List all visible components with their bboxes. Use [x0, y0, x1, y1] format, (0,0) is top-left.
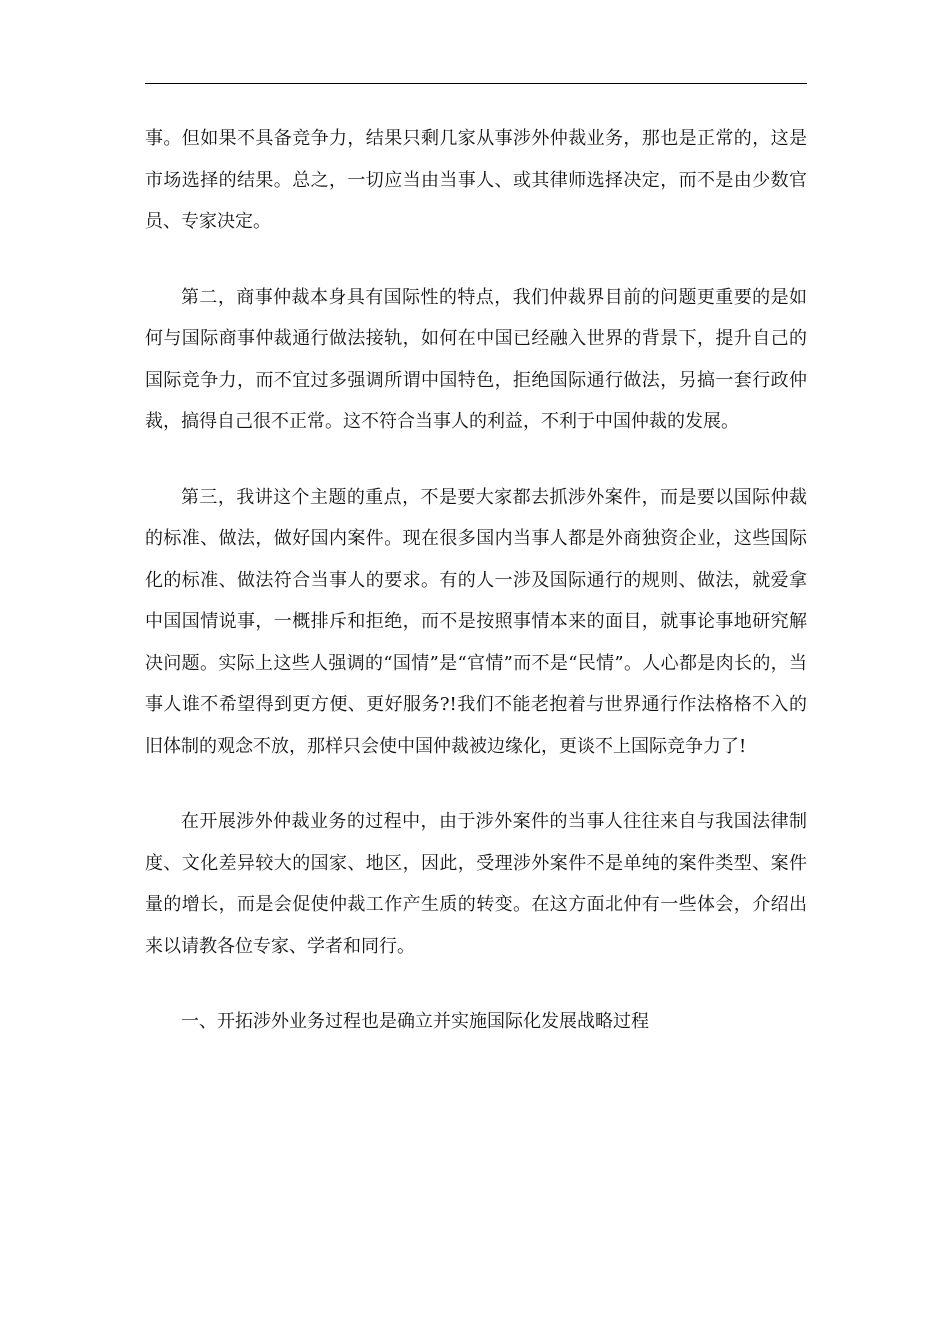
- paragraph-continuation: 事。但如果不具备竞争力，结果只剩几家从事涉外仲裁业务，那也是正常的，这是市场选择的结果。总之，一切应当由当事人、或其律师选择决定，而不是由少数官员、专家决定。: [145, 128, 807, 232]
- document-body: [145, 118, 807, 1043]
- header-rule: [145, 83, 807, 84]
- paragraph-foreign-arbitration: 在开展涉外仲裁业务的过程中，由于涉外案件的当事人往往来自与我国法律制度、文化差异较大的国家、地区，因此，受理涉外案件不是单纯的案件类型、案件量的增长，而是会促使仲裁工作产生质的转变。在这方面北仲有一些体会，介绍出来以请教各位专家、学者和同行。: [145, 811, 807, 957]
- paragraph-second-point: 第二，商事仲裁本身具有国际性的特点，我们仲裁界目前的问题更重要的是如何与国际商事仲裁通行做法接轨，如何在中国已经融入世界的背景下，提升自己的国际竞争力，而不宜过多强调所谓中国特色，拒绝国际通行做法，另搞一套行政仲裁，搞得自己很不正常。这不符合当事人的利益，不利于中国仲裁的发展。: [145, 286, 807, 432]
- paragraph-third-point: 第三，我讲这个主题的重点，不是要大家都去抓涉外案件，而是要以国际仲裁的标准、做法，做好国内案件。现在很多国内当事人都是外商独资企业，这些国际化的标准、做法符合当事人的要求。有的人一涉及国际通行的规则、做法，就爱拿中国国情说事，一概排斥和拒绝，而不是按照事情本来的面目，就事论事地研究解决问题。实际上这些人强调的“国情”是“官情”而不是“民情”。人心都是肉长的，当事人谁不希望得到更方便、更好服务?!我们不能老抱着与世界通行作法格格不入的旧体制的观念不放，那样只会使中国仲裁被边缘化，更谈不上国际竞争力了!: [145, 486, 807, 757]
- section-heading: 一、开拓涉外业务过程也是确立并实施国际化发展战略过程: [181, 1011, 649, 1032]
